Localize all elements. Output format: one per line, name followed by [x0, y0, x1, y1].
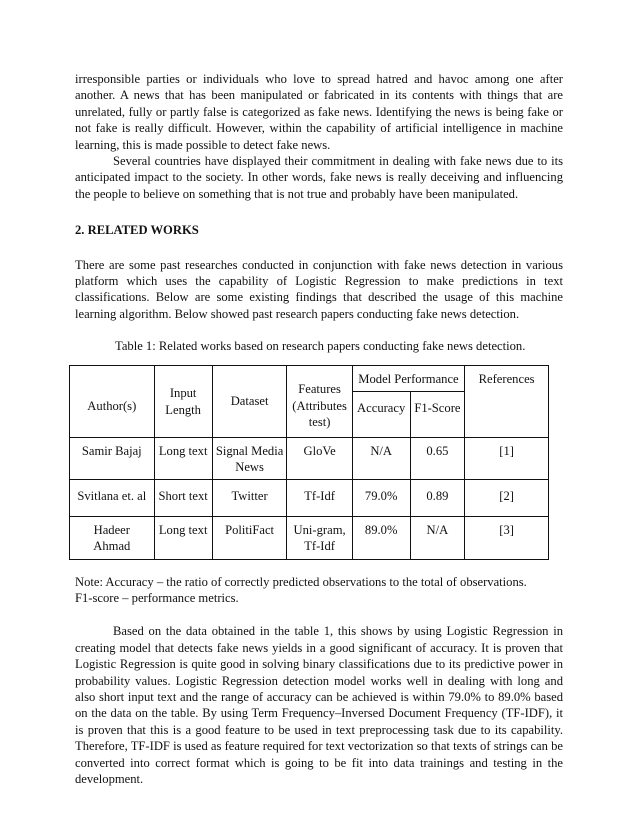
cell-f1-score: 0.89 — [410, 480, 465, 516]
note-accuracy: Note: Accuracy – the ratio of correctly predicted observations to the total of observations. — [75, 574, 527, 589]
table-header-row — [70, 365, 549, 391]
cell-accuracy: 79.0% — [352, 480, 410, 516]
cell-features: Tf-Idf — [287, 480, 352, 516]
related-works-paragraph: There are some past researches conducted in conjunction with fake news detection in various platform which uses the capability of Logistic Regression to make predictions in text classifications. Below are some existing findings that described the usage of this machine learning algorithm. Below showed past research papers conducting fake news detection. — [75, 257, 563, 321]
cell-author: Samir Bajaj — [70, 437, 155, 480]
cell-author: Svitlana et. al — [70, 480, 155, 516]
conclusion-paragraph: Based on the data obtained in the table 1, this shows by using Logistic Regression in creating model that detects fake news yields in a good significant of accuracy. It is proven that Logistic Regression is quite good in solving binary classifications due to its predictive power in probability values. Logistic Regression detection model works well in dealing with long and also short input text and the range of accuracy can be achieved is within 79.0% to 89.0% based on the data on the table. By using Term Frequency–Inversed Document Frequency (TF-IDF), it is proven that this is a good feature to be used in text preprocessing task due to its capability. Therefore, TF-IDF is used as feature required for text vectorization so that texts of strings can be converted into correct format which is going to be fit into data trainings and testing in the development. — [75, 624, 563, 786]
cell-accuracy: N/A — [352, 437, 410, 480]
header-model-performance: Model Performance — [352, 365, 464, 391]
note-f1-score: F1-score – performance metrics. — [75, 590, 239, 605]
header-accuracy: Accuracy — [352, 392, 410, 437]
cell-f1-score: N/A — [410, 516, 465, 559]
cell-f1-score: 0.65 — [410, 437, 465, 480]
intro-paragraph-2: Several countries have displayed their commitment in dealing with fake news due to its anticipated impact to the society. In other words, fake news is really deceiving and influencing the people to believe on something that is not true and probably have been manipulated. — [75, 154, 563, 201]
header-author: Author(s) — [70, 365, 155, 437]
cell-reference: [2] — [465, 480, 549, 516]
cell-dataset: Twitter — [212, 480, 287, 516]
cell-input-length: Short text — [154, 480, 212, 516]
cell-dataset: PolitiFact — [212, 516, 287, 559]
table-caption: Table 1: Related works based on research papers conducting fake news detection. — [115, 339, 526, 354]
cell-author: Hadeer Ahmad — [70, 516, 155, 559]
header-f1-score: F1-Score — [410, 392, 465, 437]
paper-page — [75, 71, 563, 787]
cell-input-length: Long text — [154, 516, 212, 559]
cell-reference: [3] — [465, 516, 549, 559]
header-input-length: Input Length — [154, 365, 212, 437]
section-heading: 2. RELATED WORKS — [75, 223, 199, 238]
header-references: References — [465, 365, 549, 437]
table-row — [70, 437, 549, 480]
cell-input-length: Long text — [154, 437, 212, 480]
cell-features: Uni-gram, Tf-Idf — [287, 516, 352, 559]
related-works-table — [69, 365, 549, 560]
header-dataset: Dataset — [212, 365, 287, 437]
cell-reference: [1] — [465, 437, 549, 480]
cell-accuracy: 89.0% — [352, 516, 410, 559]
cell-features: GloVe — [287, 437, 352, 480]
cell-dataset: Signal Media News — [212, 437, 287, 480]
intro-paragraph-1: irresponsible parties or individuals who love to spread hatred and havoc among one after another. A news that has been manipulated or fabricated in its contents with things that are unrelated, fully or partly false is categorized as fake news. Identifying the news is being fake or not fake is really difficult. However, within the capability of artificial intelligence in machine learning, this is made possible to detect fake news. — [75, 72, 563, 152]
table-row — [70, 480, 549, 516]
table-row — [70, 516, 549, 559]
header-features: Features (Attributes test) — [287, 365, 352, 437]
